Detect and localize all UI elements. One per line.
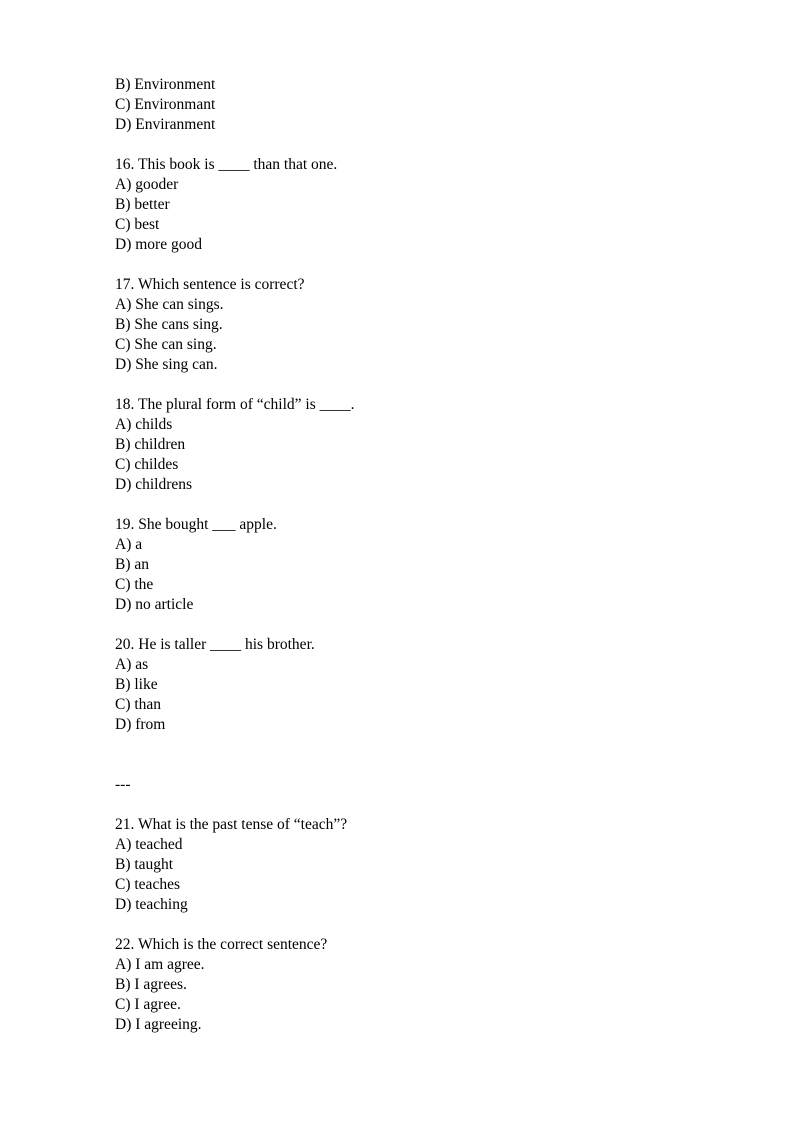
answer-option: B) She cans sing.: [115, 316, 223, 333]
answer-option: D) I agreeing.: [115, 1016, 202, 1033]
answer-option: B) taught: [115, 856, 174, 873]
answer-option: B) better: [115, 196, 170, 213]
answer-option: B) Environment: [115, 76, 216, 93]
question-text: 18. The plural form of “child” is ____.: [115, 396, 355, 413]
answer-option: A) a: [115, 536, 143, 553]
answer-option: D) Enviranment: [115, 116, 216, 133]
answer-option: C) I agree.: [115, 996, 181, 1013]
answer-option: C) childes: [115, 456, 179, 473]
answer-option: D) from: [115, 716, 166, 733]
question-text: 16. This book is ____ than that one.: [115, 156, 338, 173]
answer-option: A) gooder: [115, 176, 179, 193]
question-block-16: [115, 155, 755, 255]
question-block-17: [115, 275, 755, 375]
answer-option: A) as: [115, 656, 149, 673]
answer-option: D) more good: [115, 236, 202, 253]
answer-option: C) than: [115, 696, 162, 713]
answer-option: A) childs: [115, 416, 173, 433]
answer-option: C) Environmant: [115, 96, 216, 113]
answer-option: D) She sing can.: [115, 356, 218, 373]
question-text: 20. He is taller ____ his brother.: [115, 636, 315, 653]
question-block-18: [115, 395, 755, 495]
answer-option: C) best: [115, 216, 160, 233]
question-text: 22. Which is the correct sentence?: [115, 936, 328, 953]
answer-option: B) an: [115, 556, 150, 573]
question-block-19: [115, 515, 755, 615]
answer-option: C) She can sing.: [115, 336, 217, 353]
question-text: 17. Which sentence is correct?: [115, 276, 305, 293]
answer-option: A) She can sings.: [115, 296, 224, 313]
answer-option: B) children: [115, 436, 186, 453]
answer-option: A) I am agree.: [115, 956, 205, 973]
answer-option: C) teaches: [115, 876, 180, 893]
question-block-20: [115, 635, 755, 735]
answer-option: B) I agrees.: [115, 976, 187, 993]
question-text: 19. She bought ___ apple.: [115, 516, 277, 533]
answer-option: D) teaching: [115, 896, 188, 913]
answer-option: D) no article: [115, 596, 194, 613]
question-block-22: [115, 935, 755, 1035]
section-separator: ---: [115, 776, 131, 793]
answer-option: B) like: [115, 676, 158, 693]
question-15-continuation: [115, 75, 755, 135]
answer-option: D) childrens: [115, 476, 193, 493]
question-block-21: [115, 815, 755, 915]
answer-option: A) teached: [115, 836, 183, 853]
answer-option: C) the: [115, 576, 154, 593]
document-content: [115, 75, 755, 1035]
question-text: 21. What is the past tense of “teach”?: [115, 816, 348, 833]
